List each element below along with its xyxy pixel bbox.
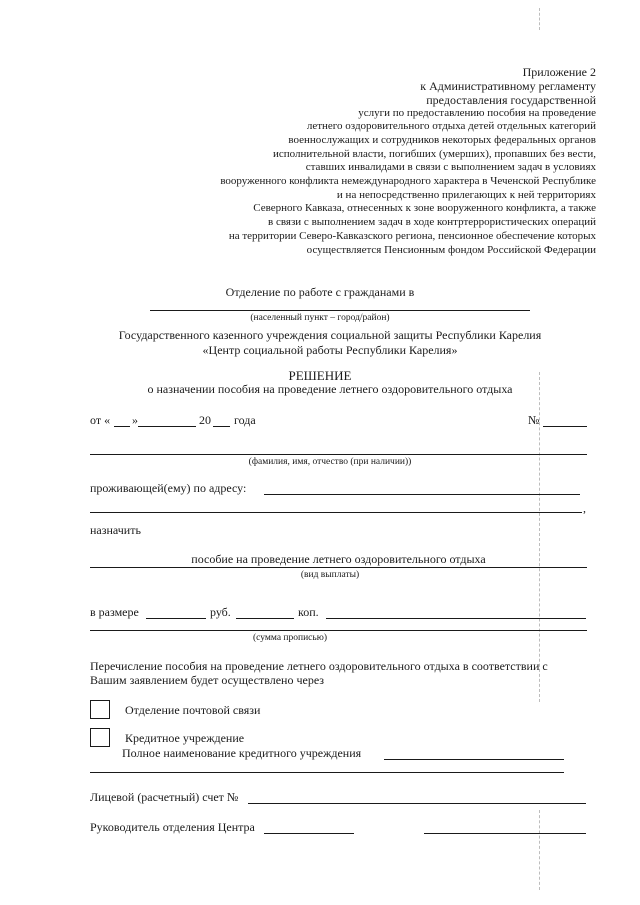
address-field-line1[interactable] (264, 494, 580, 495)
rub-label: руб. (210, 605, 231, 619)
kop-label: коп. (298, 605, 319, 619)
decision-title: РЕШЕНИЕ (288, 368, 352, 383)
post-office-label: Отделение почтовой связи (125, 703, 261, 717)
assign-label: назначить (90, 523, 141, 537)
appendix-line: Северного Кавказа, отнесенных к зоне вооруженного конфликта, а также (253, 202, 596, 214)
transfer-text-line2: Вашим заявлением будет осуществлено через (90, 673, 325, 687)
head-signature-field[interactable] (264, 833, 354, 834)
appendix-line: осуществляется Пенсионным фондом Российской Федерации (306, 244, 596, 256)
post-office-checkbox[interactable] (90, 700, 110, 719)
amount-label: в размере (90, 605, 139, 619)
amount-words-field-line1[interactable] (326, 618, 586, 619)
appendix-line: в связи с выполнением задач в ходе контртеррористических операций (268, 216, 596, 228)
payment-type-caption: (вид выплаты) (300, 570, 360, 580)
year-prefix: 20 (199, 413, 211, 427)
credit-name-label: Полное наименование кредитного учреждения (122, 746, 362, 760)
number-label: № (528, 413, 540, 427)
appendix-line: исполнительной власти, погибших (умерших), пропавших без вести, (273, 148, 596, 160)
year-suffix: года (234, 413, 256, 427)
decision-number-field[interactable] (543, 426, 587, 427)
credit-institution-label: Кредитное учреждение (125, 731, 245, 745)
payment-type-field[interactable] (90, 567, 587, 568)
department-label: Отделение по работе с гражданами в (225, 285, 415, 299)
appendix-line: к Административному регламенту (420, 79, 596, 93)
scan-artifact-line (539, 810, 540, 890)
date-mid: » (132, 413, 138, 427)
decision-subtitle: о назначении пособия на проведение летнего оздоровительного отдыха (147, 382, 513, 396)
appendix-line: на территории Северо-Кавказского региона, пенсионное обеспечение которых (228, 230, 596, 242)
fio-field[interactable] (90, 454, 587, 455)
department-underline[interactable] (150, 310, 530, 311)
appendix-line: услуги по предоставлению пособия на проведение (358, 107, 596, 119)
org-name-line2: «Центр социальной работы Республики Карелия» (202, 343, 458, 357)
appendix-line: летнего оздоровительного отдыха детей отдельных категорий (306, 120, 596, 132)
payment-type-value: пособие на проведение летнего оздоровительного отдыха (191, 552, 486, 566)
account-label: Лицевой (расчетный) счет № (90, 790, 239, 804)
address-label: проживающей(ему) по адресу: (90, 481, 247, 495)
appendix-line: военнослужащих и сотрудников некоторых федеральных органов (288, 134, 596, 146)
amount-rub-field[interactable] (146, 618, 206, 619)
amount-kop-field[interactable] (236, 618, 294, 619)
fio-caption: (фамилия, имя, отчество (при наличии)) (248, 457, 412, 467)
amount-caption: (сумма прописью) (253, 633, 327, 643)
appendix-line: ставших инвалидами в связи с выполнением задач в условиях (305, 161, 596, 173)
transfer-text-line1: Перечисление пособия на проведение летнего оздоровительного отдыха в соответствии с (90, 659, 548, 673)
date-prefix: от « (90, 413, 111, 427)
appendix-line: предоставления государственной (426, 93, 596, 107)
date-year-field[interactable] (213, 426, 230, 427)
amount-words-field-line2[interactable] (90, 630, 587, 631)
credit-name-field-line2[interactable] (90, 772, 564, 773)
head-label: Руководитель отделения Центра (90, 820, 255, 834)
appendix-line: вооруженного конфликта немеждународного характера в Чеченской Республике (220, 175, 596, 187)
date-month-field[interactable] (138, 426, 196, 427)
address-field-line2[interactable] (90, 512, 582, 513)
appendix-line: Приложение 2 (522, 65, 596, 79)
credit-name-field-line1[interactable] (384, 759, 564, 760)
org-name-line1: Государственного казенного учреждения социальной защиты Республики Карелия (118, 328, 542, 342)
date-day-field[interactable] (114, 426, 130, 427)
head-name-field[interactable] (424, 833, 586, 834)
credit-institution-checkbox[interactable] (90, 728, 110, 747)
department-caption: (населенный пункт – город/район) (250, 313, 390, 323)
account-number-field[interactable] (248, 803, 586, 804)
address-end: , (583, 501, 586, 515)
appendix-line: и на непосредственно прилегающих к ней территориях (336, 189, 596, 201)
scan-artifact-line (539, 8, 540, 30)
